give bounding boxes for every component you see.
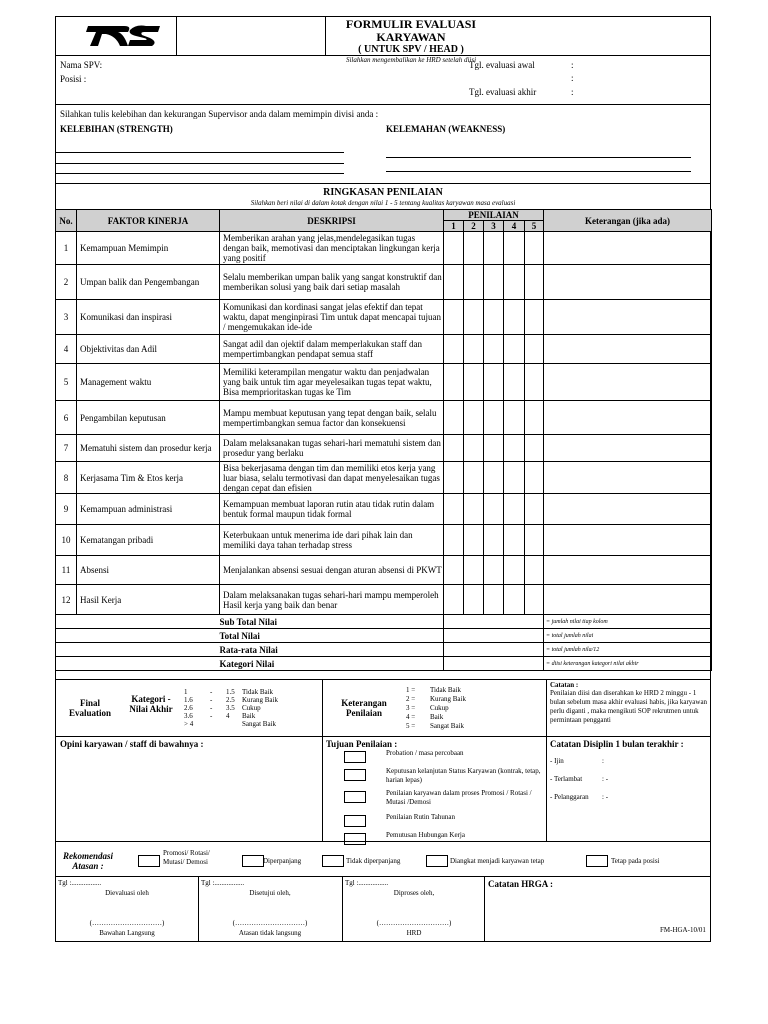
score-cell-4[interactable] [504, 265, 525, 300]
summary-note: Silahkan beri nilai di dalam kotak dengan nilai 1 - 5 tentang kualitas karyawan masa evaluasi [250, 199, 516, 207]
table-row [56, 364, 712, 401]
score-cell-5[interactable] [525, 401, 544, 435]
score-cell-2[interactable] [464, 435, 484, 462]
signature-date[interactable]: Tgl :................. [201, 879, 245, 887]
range-dash: - [210, 696, 213, 704]
row-deskripsi: Bisa bekerjasama dengan tim dan memiliki etos kerja yang luar biasa, selalu termotivasi dan dapat menyelesaikan tugas dengan cepat dan efisien [220, 462, 444, 494]
score-cell-5[interactable] [525, 525, 544, 556]
score-cell-4[interactable] [504, 401, 525, 435]
row-no: 5 [56, 364, 77, 401]
total-row [56, 643, 712, 657]
range-from: 2.6 [184, 704, 193, 712]
signature-date[interactable]: Tgl :................. [345, 879, 389, 887]
scale-item [406, 713, 546, 722]
table-row [56, 462, 712, 494]
scale-item [406, 722, 546, 731]
signature-role: Dievaluasi oleh [105, 889, 149, 897]
scale-text: Tidak Baik [430, 686, 462, 694]
keterangan-cell[interactable] [544, 556, 712, 585]
range-dash: - [210, 704, 213, 712]
score-cell-2[interactable] [464, 401, 484, 435]
catatan-block [550, 681, 710, 725]
score-cell-3[interactable] [484, 494, 504, 525]
kelebihan-line-2[interactable] [56, 163, 344, 164]
range-to: 1.5 [226, 688, 235, 696]
disiplin-item [550, 757, 700, 775]
scale-text: Baik [430, 713, 444, 721]
score-cell-5[interactable] [525, 462, 544, 494]
rekomendasi-option-1: Promosi/ Rotasi/ Mutasi/ Demosi [163, 849, 210, 866]
score-cell-2[interactable] [464, 494, 484, 525]
score-cell-5[interactable] [525, 435, 544, 462]
keterangan-cell[interactable] [544, 435, 712, 462]
score-cell-4[interactable] [504, 585, 525, 615]
keterangan-cell[interactable] [544, 300, 712, 335]
score-cell-5[interactable] [525, 585, 544, 615]
tgl-awal-label: Tgl. evaluasi awal [469, 60, 535, 70]
scale-item [406, 686, 546, 695]
range-to: 4 [226, 712, 230, 720]
row-faktor: Hasil Kerja [77, 585, 220, 615]
keterangan-cell[interactable] [544, 364, 712, 401]
score-header-4: 4 [504, 221, 525, 232]
table-row [56, 232, 712, 265]
table-row [56, 335, 712, 364]
tujuan-title: Tujuan Penilaian : [326, 739, 398, 749]
table-row [56, 265, 712, 300]
range-item [184, 720, 322, 728]
range-from: 1.6 [184, 696, 193, 704]
tujuan-checkbox[interactable] [344, 791, 366, 803]
score-cell-5[interactable] [525, 364, 544, 401]
score-cell-1[interactable] [444, 300, 464, 335]
total-note: = total jumlah nila/12 [544, 643, 712, 657]
score-cell-3[interactable] [484, 265, 504, 300]
range-to: 2.5 [226, 696, 235, 704]
score-cell-4[interactable] [504, 300, 525, 335]
scale-list [406, 686, 546, 731]
scale-item [406, 704, 546, 713]
score-cell-1[interactable] [444, 462, 464, 494]
row-no: 7 [56, 435, 77, 462]
score-cell-3[interactable] [484, 401, 504, 435]
kelemahan-label: KELEMAHAN (WEAKNESS) [386, 124, 506, 134]
signature-title: HRD [406, 929, 422, 937]
disiplin-item [550, 793, 700, 811]
signature-name[interactable]: (…………………………) [232, 919, 308, 927]
tujuan-option: Probation / masa percobaan [386, 749, 464, 757]
form-subtitle: ( UNTUK SPV / HEAD ) [358, 44, 464, 55]
range-text: Sangat Baik [242, 720, 277, 728]
rekomendasi-option-3: Tidak diperpanjang [346, 857, 401, 865]
signature-title: Atasan tidak langsung [238, 929, 302, 937]
total-note: = total jumlah nilai [544, 629, 712, 643]
table-row [56, 556, 712, 585]
range-item [184, 704, 322, 712]
score-cell-4[interactable] [504, 494, 525, 525]
score-cell-2[interactable] [464, 335, 484, 364]
disiplin-item [550, 775, 700, 793]
row-faktor: Mematuhi sistem dan prosedur kerja [77, 435, 220, 462]
row-faktor: Objektivitas dan Adil [77, 335, 220, 364]
signature-block [343, 877, 485, 941]
opini-title[interactable]: Opini karyawan / staff di bawahnya : [60, 739, 204, 749]
table-row [56, 494, 712, 525]
score-cell-1[interactable] [444, 364, 464, 401]
score-cell-1[interactable] [444, 525, 464, 556]
score-cell-2[interactable] [464, 525, 484, 556]
score-cell-4[interactable] [504, 232, 525, 265]
opini-section [56, 737, 710, 842]
rekomendasi-option-4: Diangkat menjadi karyawan tetap [450, 857, 545, 865]
rekomendasi-option-2: Diperpanjang [263, 857, 302, 865]
row-no: 10 [56, 525, 77, 556]
rekomendasi-checkbox-5[interactable] [586, 855, 608, 867]
score-cell-5[interactable] [525, 335, 544, 364]
row-faktor: Umpan balik dan Pengembangan [77, 265, 220, 300]
kelemahan-line-2[interactable] [386, 171, 691, 172]
keterangan-cell[interactable] [544, 585, 712, 615]
total-note: = jumlah nilai tiap kolom [544, 615, 712, 629]
rekomendasi-checkbox-3[interactable] [322, 855, 344, 867]
col-deskripsi: DESKRIPSI [220, 210, 444, 232]
row-no: 11 [56, 556, 77, 585]
signature-name[interactable]: (…………………………) [89, 919, 165, 927]
catatan-hrga: Catatan HRGA : [488, 879, 553, 889]
keterangan-cell[interactable] [544, 401, 712, 435]
rekomendasi-label: Rekomendasi Atasan : [62, 851, 113, 871]
score-cell-1[interactable] [444, 435, 464, 462]
col-penilaian: PENILAIAN [444, 210, 544, 221]
disiplin-title: Catatan Disiplin 1 bulan terakhir : [550, 739, 684, 749]
row-deskripsi: Dalam melaksanakan tugas sehari-hari mematuhi sistem dan prosedur yang berlaku [220, 435, 444, 462]
row-faktor: Kemampuan Memimpin [77, 232, 220, 265]
total-note: = diisi keterangan kategori nilai akhir [544, 657, 712, 671]
total-value[interactable] [444, 657, 544, 671]
rekomendasi-section [56, 842, 710, 877]
score-cell-2[interactable] [464, 462, 484, 494]
table-row [56, 435, 712, 462]
score-cell-1[interactable] [444, 265, 464, 300]
tujuan-checkbox[interactable] [344, 769, 366, 781]
row-deskripsi: Memiliki keterampilan mengatur waktu dan penjadwalan yang baik untuk tim agar meyelesaikan tugas tepat waktu, Bisa memprioritaskan tugas ke Tim [220, 364, 444, 401]
row-no: 1 [56, 232, 77, 265]
row-deskripsi: Komunikasi dan kordinasi sangat jelas efektif dan tepat waktu, dapat menginpirasi Tim untuk dapat mencapai tujuan / mengemukakan ide-ide [220, 300, 444, 335]
signature-role: Diproses oleh, [393, 889, 435, 897]
keterangan-cell[interactable] [544, 232, 712, 265]
form-title: FORMULIR EVALUASI KARYAWAN [345, 17, 477, 44]
total-value[interactable] [444, 615, 544, 629]
colon-1: : [571, 60, 574, 70]
score-header-2: 2 [464, 221, 484, 232]
score-cell-4[interactable] [504, 556, 525, 585]
strength-instruction: Silahkan tulis kelebihan dan kekurangan Supervisor anda dalam memimpin divisi anda : [60, 109, 379, 119]
score-cell-3[interactable] [484, 585, 504, 615]
scale-item [406, 695, 546, 704]
score-cell-1[interactable] [444, 232, 464, 265]
rekomendasi-checkbox-1[interactable] [138, 855, 160, 867]
summary-title: RINGKASAN PENILAIAN [323, 187, 443, 198]
disiplin-value[interactable]: : - [602, 775, 609, 783]
score-cell-1[interactable] [444, 556, 464, 585]
strength-section [56, 105, 710, 184]
score-cell-3[interactable] [484, 462, 504, 494]
colon-3: : [571, 87, 574, 97]
total-row [56, 629, 712, 643]
scale-text: Sangat Baik [430, 722, 465, 730]
table-row [56, 525, 712, 556]
score-cell-2[interactable] [464, 364, 484, 401]
kelebihan-line-1[interactable] [56, 152, 344, 153]
range-from: > 4 [184, 720, 194, 728]
col-no: No. [56, 210, 77, 232]
row-deskripsi: Mampu membuat keputusan yang tepat dengan baik, selalu mempertimbangkan semua factor dan konsekuensi [220, 401, 444, 435]
row-deskripsi: Keterbukaan untuk menerima ide dari pihak lain dan memiliki daya tahan terhadap stress [220, 525, 444, 556]
row-deskripsi: Kemampuan membuat laporan rutin atau tidak rutin dalam bentuk formal maupun tidak formal [220, 494, 444, 525]
row-deskripsi: Sangat adil dan ojektif dalam memperlakukan staff dan mempertimbangkan pendapat semua staff [220, 335, 444, 364]
range-to: 3.5 [226, 704, 235, 712]
range-from: 1 [184, 688, 188, 696]
disiplin-value[interactable]: : [602, 757, 604, 765]
score-cell-2[interactable] [464, 300, 484, 335]
range-text: Tidak Baik [242, 688, 274, 696]
score-cell-2[interactable] [464, 556, 484, 585]
range-text: Cukup [242, 704, 261, 712]
disiplin-value[interactable]: : - [602, 793, 609, 801]
total-label: Sub Total Nilai [220, 615, 444, 629]
signature-date[interactable]: Tgl :................. [58, 879, 102, 887]
tujuan-option: Penilaian karyawan dalam proses Promosi / Rotasi / Mutasi /Demosi [386, 789, 532, 806]
score-cell-3[interactable] [484, 232, 504, 265]
score-cell-3[interactable] [484, 335, 504, 364]
range-dash: - [210, 712, 213, 720]
row-deskripsi: Dalam melaksanakan tugas sehari-hari mampu memperoleh Hasil kerja yang baik dan benar [220, 585, 444, 615]
row-deskripsi: Menjalankan absensi sesuai dengan aturan absensi di PKWT [220, 556, 444, 585]
form-note: Silahkan mengembalikan ke HRD setelah diisi [345, 56, 477, 64]
signature-role: Disetujui oleh, [249, 889, 291, 897]
range-item [184, 712, 322, 720]
signature-block [199, 877, 341, 941]
keterangan-cell[interactable] [544, 525, 712, 556]
form-header [56, 17, 710, 64]
row-faktor: Absensi [77, 556, 220, 585]
rekomendasi-checkbox-2[interactable] [242, 855, 264, 867]
range-list [184, 688, 322, 728]
total-row [56, 657, 712, 671]
row-no: 8 [56, 462, 77, 494]
total-value[interactable] [444, 629, 544, 643]
row-no: 9 [56, 494, 77, 525]
disiplin-label: - Pelanggaran [550, 793, 589, 801]
tgl-akhir-label: Tgl. evaluasi akhir [469, 87, 537, 97]
range-dash: - [210, 688, 213, 696]
score-cell-5[interactable] [525, 232, 544, 265]
score-cell-2[interactable] [464, 232, 484, 265]
keterangan-cell[interactable] [544, 462, 712, 494]
score-table [55, 209, 712, 671]
score-cell-1[interactable] [444, 401, 464, 435]
score-cell-5[interactable] [525, 265, 544, 300]
range-text: Kurang Baik [242, 696, 278, 704]
score-header-5: 5 [525, 221, 544, 232]
total-label: Kategori Nilai [220, 657, 444, 671]
col-faktor: FAKTOR KINERJA [77, 210, 220, 232]
tujuan-checkbox[interactable] [344, 751, 366, 763]
row-no: 6 [56, 401, 77, 435]
signature-block [56, 877, 198, 941]
colon-2: : [571, 73, 574, 83]
disiplin-list [550, 757, 700, 811]
row-faktor: Kerjasama Tim & Etos kerja [77, 462, 220, 494]
row-faktor: Pengambilan keputusan [77, 401, 220, 435]
signature-name[interactable]: (…………………………) [376, 919, 452, 927]
keterangan-cell[interactable] [544, 494, 712, 525]
keterangan-cell[interactable] [544, 265, 712, 300]
tujuan-option: Pemutusan Hubungan Kerja [386, 831, 465, 839]
kelemahan-line-1[interactable] [386, 157, 691, 158]
row-faktor: Kematangan pribadi [77, 525, 220, 556]
tujuan-option: Penilaian Rutin Tahunan [386, 813, 455, 821]
score-cell-4[interactable] [504, 435, 525, 462]
score-cell-1[interactable] [444, 585, 464, 615]
score-cell-2[interactable] [464, 265, 484, 300]
score-cell-3[interactable] [484, 435, 504, 462]
total-value[interactable] [444, 643, 544, 657]
row-no: 3 [56, 300, 77, 335]
score-cell-4[interactable] [504, 335, 525, 364]
scale-num: 2 = [406, 695, 416, 703]
disiplin-label: - Ijin [550, 757, 564, 765]
summary-header [56, 184, 710, 209]
row-no: 4 [56, 335, 77, 364]
catatan-text: Penilaian diisi dan diserahkan ke HRD 2 minggu - 1 bulan sebelum masa akhir evaluasi habis, jika karyawan perlu diganti , maka mengikuti SOP rekrutmen untuk permintaan pengganti [550, 689, 708, 724]
signature-title: Bawahan Langsung [99, 929, 155, 937]
tujuan-list [344, 749, 544, 839]
col-keterangan: Keterangan (jika ada) [544, 210, 712, 232]
tujuan-option: Keputusan kelanjutan Status Karyawan (kontrak, tetap, harian lepas) [386, 767, 541, 784]
rekomendasi-option-5: Tetap pada posisi [611, 857, 660, 865]
final-section [56, 679, 710, 737]
table-row [56, 300, 712, 335]
keterangan-cell[interactable] [544, 335, 712, 364]
score-cell-1[interactable] [444, 494, 464, 525]
score-cell-3[interactable] [484, 556, 504, 585]
row-deskripsi: Selalu memberikan umpan balik yang sangat konstruktif dan memberikan solusi yang baik dari setiap masalah [220, 265, 444, 300]
catatan-title: Catatan : [550, 681, 579, 689]
final-label: Final Evaluation [68, 698, 111, 718]
row-no: 2 [56, 265, 77, 300]
score-cell-4[interactable] [504, 462, 525, 494]
nama-spv-label: Nama SPV: [60, 60, 103, 70]
score-cell-3[interactable] [484, 525, 504, 556]
form-code: FM-HGA-10/01 [660, 926, 706, 934]
scale-num: 4 = [406, 713, 416, 721]
scale-num: 1 = [406, 686, 416, 694]
score-cell-3[interactable] [484, 364, 504, 401]
score-header-1: 1 [444, 221, 464, 232]
score-cell-3[interactable] [484, 300, 504, 335]
rekomendasi-checkbox-4[interactable] [426, 855, 448, 867]
total-label: Total Nilai [220, 629, 444, 643]
kelebihan-line-3[interactable] [56, 173, 344, 174]
keterangan-penilaian-label: Keterangan Penilaian [341, 698, 387, 718]
posisi-label: Posisi : [60, 74, 87, 84]
evaluation-form [55, 16, 711, 942]
range-item [184, 696, 322, 704]
row-faktor: Komunikasi dan inspirasi [77, 300, 220, 335]
signature-section [56, 877, 710, 941]
range-text: Baik [242, 712, 256, 720]
score-cell-4[interactable] [504, 364, 525, 401]
score-cell-5[interactable] [525, 556, 544, 585]
scale-text: Cukup [430, 704, 449, 712]
kategori-label: Kategori - Nilai Akhir [129, 694, 173, 714]
row-no: 12 [56, 585, 77, 615]
range-from: 3.6 [184, 712, 193, 720]
score-header-3: 3 [484, 221, 504, 232]
company-logo [84, 20, 164, 52]
tujuan-checkbox[interactable] [344, 815, 366, 827]
score-cell-2[interactable] [464, 585, 484, 615]
info-section [56, 56, 710, 105]
score-cell-5[interactable] [525, 494, 544, 525]
score-cell-5[interactable] [525, 300, 544, 335]
scale-text: Kurang Baik [430, 695, 466, 703]
scale-num: 3 = [406, 704, 416, 712]
scale-num: 5 = [406, 722, 416, 730]
kelebihan-label: KELEBIHAN (STRENGTH) [60, 124, 173, 134]
row-faktor: Management waktu [77, 364, 220, 401]
score-cell-4[interactable] [504, 525, 525, 556]
range-item [184, 688, 322, 696]
row-deskripsi: Memberikan arahan yang jelas,mendelegasikan tugas dengan baik, memotivasi dan menciptakan lingkungan kerja yang positif [220, 232, 444, 265]
row-faktor: Kemampuan administrasi [77, 494, 220, 525]
table-row [56, 585, 712, 615]
score-cell-1[interactable] [444, 335, 464, 364]
total-label: Rata-rata Nilai [220, 643, 444, 657]
total-row [56, 615, 712, 629]
disiplin-label: - Terlambat [550, 775, 583, 783]
table-row [56, 401, 712, 435]
